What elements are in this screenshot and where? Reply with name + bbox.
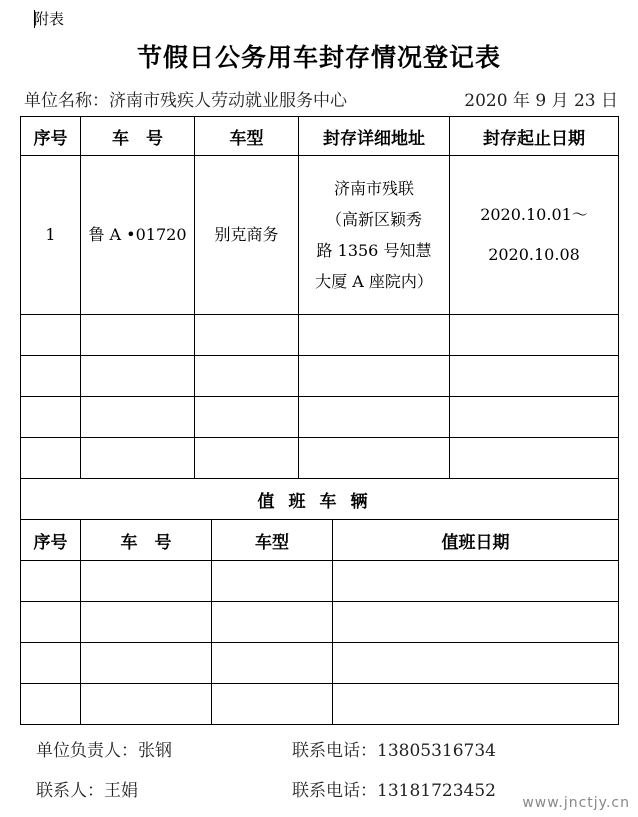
cell-duty-date[interactable]: [333, 684, 619, 725]
watermark: www.jnctjy.cn: [522, 795, 630, 811]
cell-plate[interactable]: [81, 356, 195, 397]
cell-plate[interactable]: [81, 315, 195, 356]
cell-address: [299, 156, 450, 315]
cell-duty-date[interactable]: [333, 561, 619, 602]
table-row: [21, 684, 619, 725]
header-model: 车型: [195, 117, 299, 156]
header-seq: 序号: [21, 117, 81, 156]
contact-person: 联系人：王娟: [36, 781, 138, 801]
table-row: [21, 438, 619, 479]
cell-model[interactable]: [195, 438, 299, 479]
table-row: [21, 397, 619, 438]
address-line: 路 1356 号知慧: [316, 241, 432, 260]
cell-model[interactable]: [212, 561, 333, 602]
header-plate: 车 号: [81, 117, 195, 156]
duty-vehicles-table: [20, 519, 619, 725]
responsible-person: 单位负责人：张钢: [36, 741, 172, 761]
cell-model[interactable]: [195, 315, 299, 356]
cell-plate[interactable]: [81, 684, 212, 725]
cell-model[interactable]: [195, 356, 299, 397]
table-row: [21, 356, 619, 397]
address-line: （高新区颖秀: [325, 210, 422, 229]
cell-seq[interactable]: [21, 561, 81, 602]
cell-seq[interactable]: [21, 315, 81, 356]
cell-model[interactable]: [212, 643, 333, 684]
cell-plate[interactable]: [81, 643, 212, 684]
period-line: 2020.10.08: [488, 245, 580, 264]
table-row: [21, 315, 619, 356]
table-row: [21, 156, 619, 315]
cell-period[interactable]: [450, 356, 619, 397]
cell-duty-date[interactable]: [333, 602, 619, 643]
cell-period[interactable]: [450, 315, 619, 356]
cell-address[interactable]: [299, 397, 450, 438]
table-header-row: [21, 117, 619, 156]
cell-seq[interactable]: [21, 438, 81, 479]
cell-period: [450, 156, 619, 315]
sealed-vehicles-table: [20, 116, 619, 520]
unit-info-row: [24, 86, 618, 111]
duty-section-row: [21, 479, 619, 520]
cell-plate[interactable]: [81, 397, 195, 438]
cell-address[interactable]: [299, 356, 450, 397]
responsible-phone: 联系电话：13805316734: [292, 741, 496, 761]
table-row: [21, 602, 619, 643]
cell-plate[interactable]: [81, 438, 195, 479]
address-line: 济南市残联: [333, 179, 414, 198]
cell-plate[interactable]: [81, 561, 212, 602]
header-address: 封存详细地址: [299, 117, 450, 156]
header-duty-date: 值班日期: [333, 520, 619, 561]
duty-section-title: 值班车辆: [21, 479, 619, 520]
header-period: 封存起止日期: [450, 117, 619, 156]
cell-period[interactable]: [450, 397, 619, 438]
cell-model[interactable]: [212, 684, 333, 725]
header-plate: 车 号: [81, 520, 212, 561]
table-header-row: [21, 520, 619, 561]
cell-seq[interactable]: [21, 397, 81, 438]
cell-period[interactable]: [450, 438, 619, 479]
header-model: 车型: [212, 520, 333, 561]
cell-model: 别克商务: [195, 156, 299, 315]
period-line: 2020.10.01～: [480, 205, 588, 224]
address-line: 大厦 A 座院内）: [315, 272, 433, 291]
cell-seq[interactable]: [21, 602, 81, 643]
table-row: [21, 643, 619, 684]
cell-address[interactable]: [299, 315, 450, 356]
cell-model[interactable]: [195, 397, 299, 438]
annex-label: 附表: [34, 10, 65, 28]
table-row: [21, 561, 619, 602]
cell-seq[interactable]: [21, 356, 81, 397]
fill-date: 2020 年 9 月 23 日: [464, 91, 618, 111]
contact-phone: 联系电话：13181723452: [292, 781, 496, 801]
cell-seq: 1: [21, 156, 81, 315]
cell-duty-date[interactable]: [333, 643, 619, 684]
cell-address[interactable]: [299, 438, 450, 479]
cell-model[interactable]: [212, 602, 333, 643]
cell-seq[interactable]: [21, 684, 81, 725]
unit-name: 单位名称：济南市残疾人劳动就业服务中心: [24, 91, 347, 111]
header-seq: 序号: [21, 520, 81, 561]
cell-seq[interactable]: [21, 643, 81, 684]
cell-plate[interactable]: [81, 602, 212, 643]
cell-plate: 鲁 A •01720: [81, 156, 195, 315]
page-title: 节假日公务用车封存情况登记表: [136, 43, 501, 72]
